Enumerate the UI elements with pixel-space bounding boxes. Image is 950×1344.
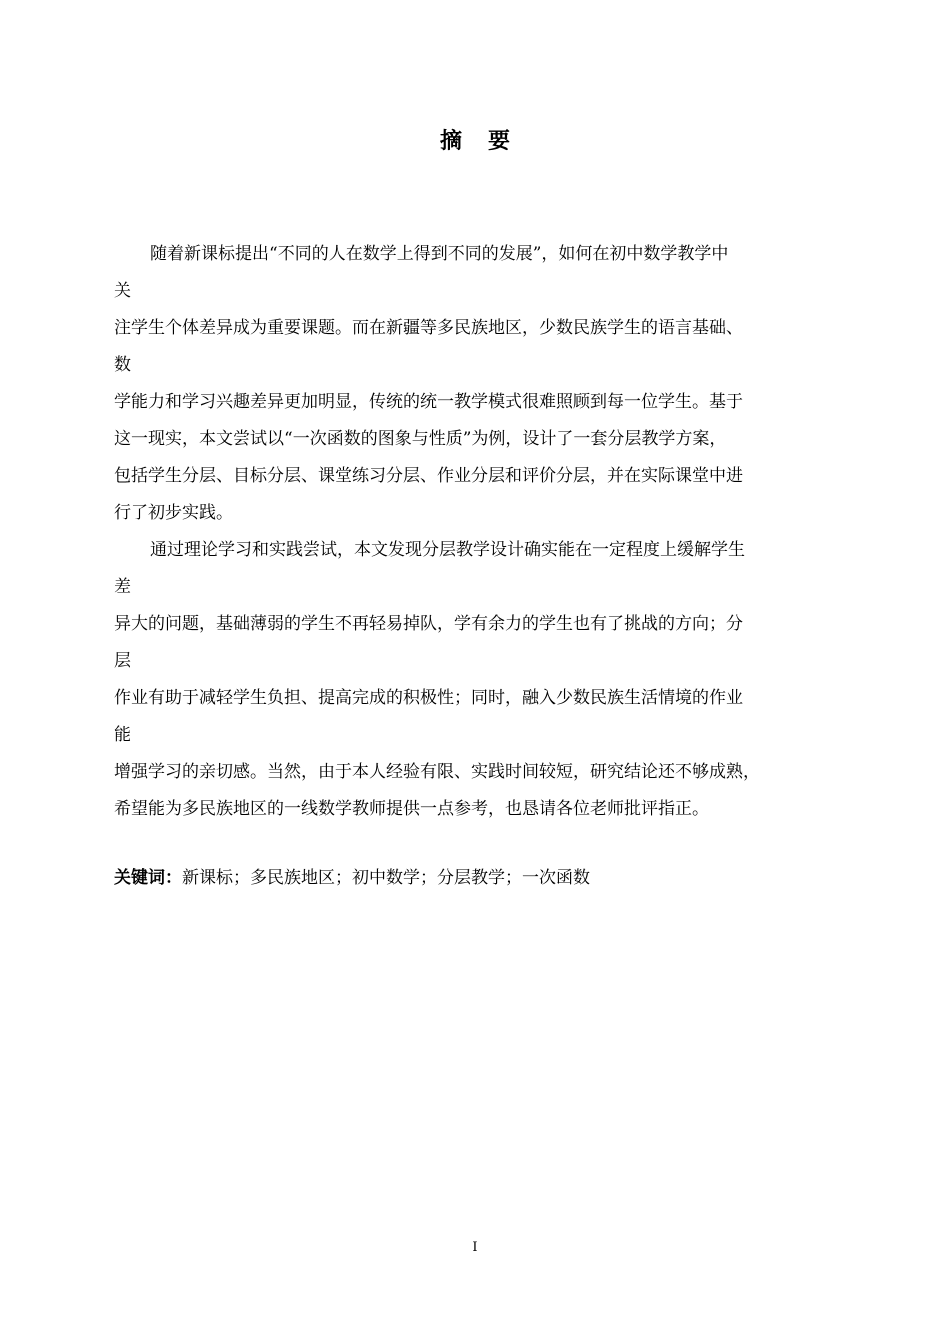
abstract-line-7: 包括学生分层、目标分层、课堂练习分层、作业分层和评价分层，并在实际课堂中进 bbox=[114, 466, 743, 486]
abstract-line-5: 学能力和学习兴趣差异更加明显，传统的统一教学模式很难照顾到每一位学生。基于 bbox=[114, 392, 743, 412]
abstract-line-15: 增强学习的亲切感。当然，由于本人经验有限、实践时间较短，研究结论还不够成熟， bbox=[114, 762, 760, 782]
abstract-line-13: 作业有助于减轻学生负担、提高完成的积极性；同时，融入少数民族生活情境的作业 bbox=[114, 688, 743, 708]
abstract-line-6: 这一现实，本文尝试以“一次函数的图象与性质”为例，设计了一套分层教学方案， bbox=[114, 429, 727, 449]
abstract-line-11: 异大的问题，基础薄弱的学生不再轻易掉队，学有余力的学生也有了挑战的方向；分 bbox=[114, 614, 743, 634]
abstract-line-2: 关 bbox=[114, 281, 131, 301]
keywords bbox=[114, 867, 590, 889]
title-char-2: 要 bbox=[488, 129, 511, 154]
abstract-line-1: 随着新课标提出“不同的人在数学上得到不同的发展”，如何在初中数学教学中 bbox=[150, 244, 729, 264]
abstract-line-16: 希望能为多民族地区的一线数学教师提供一点参考，也恳请各位老师批评指正。 bbox=[114, 799, 709, 819]
abstract-line-14: 能 bbox=[114, 725, 131, 745]
abstract-line-12: 层 bbox=[114, 651, 131, 671]
page-number: I bbox=[472, 1240, 478, 1255]
abstract-line-10: 差 bbox=[114, 577, 131, 597]
keywords-label: 关键词： bbox=[114, 868, 182, 888]
abstract-line-3: 注学生个体差异成为重要课题。而在新疆等多民族地区，少数民族学生的语言基础、 bbox=[114, 318, 743, 338]
page-title bbox=[0, 124, 950, 155]
title-char-1: 摘 bbox=[439, 129, 462, 154]
abstract-line-9: 通过理论学习和实践尝试，本文发现分层教学设计确实能在一定程度上缓解学生 bbox=[150, 540, 745, 560]
keywords-value: 新课标；多民族地区；初中数学；分层教学；一次函数 bbox=[182, 868, 590, 888]
abstract-line-8: 行了初步实践。 bbox=[114, 503, 233, 523]
abstract-line-4: 数 bbox=[114, 355, 131, 375]
